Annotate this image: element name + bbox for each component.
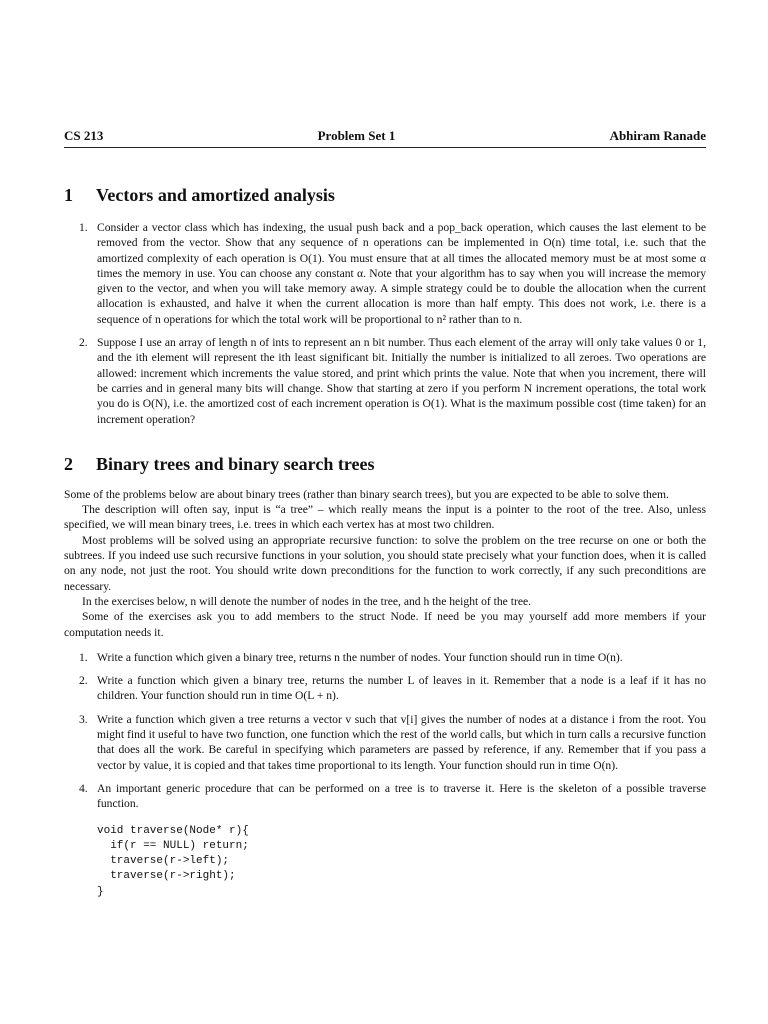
intro-paragraph: In the exercises below, n will denote the number of nodes in the tree, and h the height of the tree. — [82, 594, 532, 608]
problem-text: Write a function which given a binary tree, returns n the number of nodes. Your function should run in time O(n). — [97, 650, 623, 664]
intro-paragraph: Some of the exercises ask you to add members to the struct Node. If need be you may yourself add more members if your computation needs it. — [64, 610, 706, 639]
header-course: CS 213 — [64, 128, 104, 143]
intro-paragraph: Some of the problems below are about binary trees (rather than binary search trees), but you are expected to be able to solve them. — [64, 487, 669, 501]
header-title: Problem Set 1 — [317, 128, 396, 143]
section-number: 2 — [64, 453, 73, 474]
problem-number: 2. — [79, 674, 88, 688]
problem-number: 1. — [79, 221, 88, 234]
section-2-heading — [64, 453, 706, 475]
section-2-intro — [64, 487, 706, 640]
problem-item — [64, 673, 706, 704]
section-1-heading — [64, 184, 706, 206]
problem-text: Suppose I use an array of length n of ints to represent an n bit number. Thus each element of the array will only take values 0 or 1, and the ith element will represent the ith least significant bit. Initially the number is initialized to all zeroes. Two operations are allowed: increment which increments the value stored, and print which prints the value. Note that when you increment, there will be carries and in general many bits will change. Show that starting at zero if you perform N increment operations, the total work you do is O(N), i.e. the amortized cost of each increment operation is O(1). What is the maximum possible cost (time taken) for an increment operation? — [97, 336, 706, 426]
page-header — [64, 128, 706, 148]
document-page — [64, 128, 706, 908]
problem-item — [64, 650, 706, 665]
section-1-problem-list — [64, 220, 706, 427]
intro-paragraph: Most problems will be solved using an appropriate recursive function: to solve the problem on the tree recurse on one or both the subtrees. If you indeed use such recursive functions in your solution, you should state precisely what your function does, when it is called on any node, not just the root. You should write down preconditions for the function to work correctly, if any such preconditions are necessary. — [64, 533, 706, 593]
problem-number: 1. — [79, 650, 88, 664]
problem-number: 4. — [79, 781, 88, 795]
problem-number: 2. — [79, 336, 88, 350]
problem-item — [64, 335, 706, 427]
intro-paragraph: The description will often say, input is “a tree” – which really means the input is a pointer to the root of the tree. Also, unless specified, we will mean binary trees, i.e. trees in which each vertex has at most two children. — [64, 503, 706, 532]
code-block: void traverse(Node* r){ if(r == NULL) return; traverse(r->left); traverse(r->right); } — [97, 824, 249, 898]
section-title: Binary trees and binary search trees — [96, 453, 375, 474]
problem-item — [64, 781, 706, 900]
problem-text: Write a function which given a binary tree, returns the number L of leaves in it. Remember that a node is a leaf if it has no children. Your function should run in time O(L + n). — [97, 674, 706, 703]
problem-text: Consider a vector class which has indexing, the usual push back and a pop_back operation, which causes the last element to be removed from the vector. Show that any sequence of n operations can be implemented in O(n) time total, i.e. such that the amortized complexity of each operation is O(1). You must ensure that at all times the allocated memory must be at most some α times the memory in use. You can choose any constant α. Note that your algorithm has to say when you will increase the memory given to the vector, and when you will take memory away. A simple strategy could be to double the allocation when the current allocation is exhausted, and halve it when the current allocation is more than half empty. This does not work, i.e. there is a sequence of n operations for which the total work will be proportional to n² rather than to n. — [97, 221, 706, 326]
problem-text: Write a function which given a tree returns a vector v such that v[i] gives the number of nodes at a distance i from the root. You might find it useful to have two function, one function which the rest of the world calls, but which in turn calls a recursive function that does all the work. Be careful in specifying which parameters are passed by reference, if any. Remember that if you pass a vector by value, it is copied and that takes time proportional to its length. Your function should run in time O(n). — [97, 712, 706, 772]
problem-text: An important generic procedure that can be performed on a tree is to traverse it. Here is the skeleton of a possible traverse function. — [97, 781, 706, 811]
section-2-problem-list — [64, 650, 706, 900]
header-author: Abhiram Ranade — [609, 128, 706, 143]
section-number: 1 — [64, 185, 73, 205]
problem-item — [64, 712, 706, 773]
problem-number: 3. — [79, 712, 88, 726]
problem-item — [64, 220, 706, 327]
section-title: Vectors and amortized analysis — [96, 185, 335, 205]
